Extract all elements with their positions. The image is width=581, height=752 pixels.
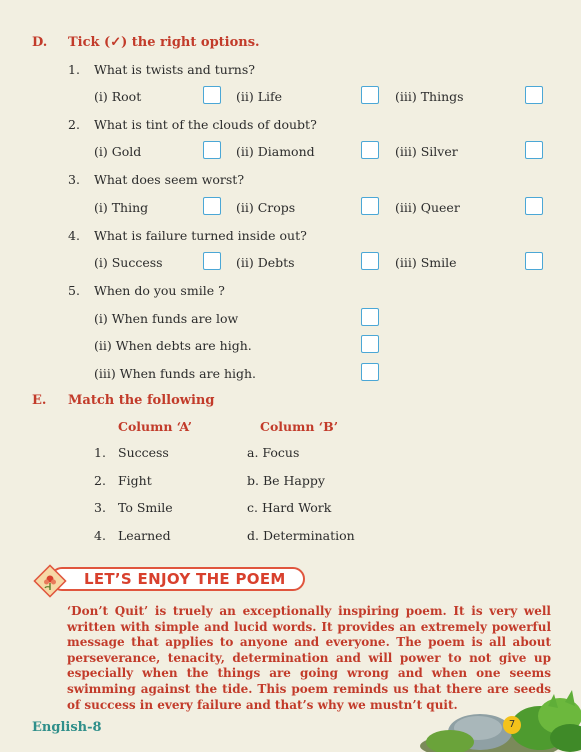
match-column-a: To Smile — [118, 500, 173, 515]
banner-title: LET’S ENJOY THE POEM — [84, 570, 286, 588]
match-column-b: c. Hard Work — [247, 500, 332, 515]
option-label: (ii) Debts — [236, 255, 295, 270]
match-column-b: d. Determination — [247, 528, 355, 543]
option-label: (ii) Diamond — [236, 144, 315, 159]
checkbox[interactable] — [361, 335, 379, 353]
match-number: 2. — [94, 473, 106, 488]
checkbox[interactable] — [525, 86, 543, 104]
checkbox[interactable] — [203, 197, 221, 215]
checkbox[interactable] — [525, 141, 543, 159]
match-number: 3. — [94, 500, 106, 515]
column-a-header: Column ‘A’ — [118, 419, 192, 434]
question-number: 2. — [68, 117, 80, 132]
option-label: (iii) Things — [395, 89, 464, 104]
option-label: (ii) When debts are high. — [94, 338, 252, 353]
checkbox[interactable] — [361, 86, 379, 104]
option-label: (i) Thing — [94, 200, 149, 215]
section-e-letter: E. — [32, 393, 47, 408]
checkbox[interactable] — [203, 86, 221, 104]
bush-decoration-icon — [420, 688, 581, 752]
checkbox[interactable] — [361, 197, 379, 215]
checkbox[interactable] — [361, 363, 379, 381]
checkbox[interactable] — [361, 141, 379, 159]
question-number: 1. — [68, 62, 80, 77]
question-number: 4. — [68, 228, 80, 243]
match-column-b: a. Focus — [247, 445, 300, 460]
question-text: When do you smile ? — [94, 283, 225, 298]
page-number: 7 — [503, 716, 521, 734]
checkbox[interactable] — [361, 308, 379, 326]
option-label: (iii) When funds are high. — [94, 366, 257, 381]
question-text: What is twists and turns? — [94, 62, 255, 77]
option-label: (i) Root — [94, 89, 142, 104]
checkbox[interactable] — [525, 197, 543, 215]
option-label: (ii) Life — [236, 89, 283, 104]
option-label: (iii) Queer — [395, 200, 460, 215]
question-text: What is failure turned inside out? — [94, 228, 307, 243]
match-column-a: Success — [118, 445, 169, 460]
checkbox[interactable] — [525, 252, 543, 270]
match-column-b: b. Be Happy — [247, 473, 325, 488]
section-d-title: Tick (✓) the right options. — [68, 35, 260, 50]
option-label: (i) Gold — [94, 144, 142, 159]
section-d-letter: D. — [32, 35, 48, 50]
option-label: (iii) Smile — [395, 255, 457, 270]
question-text: What does seem worst? — [94, 172, 245, 187]
option-label: (i) When funds are low — [94, 311, 239, 326]
match-number: 1. — [94, 445, 106, 460]
poem-banner — [32, 563, 307, 595]
match-column-a: Fight — [118, 473, 152, 488]
question-text: What is tint of the clouds of doubt? — [94, 117, 317, 132]
question-number: 3. — [68, 172, 80, 187]
question-number: 5. — [68, 283, 80, 298]
checkbox[interactable] — [361, 252, 379, 270]
checkbox[interactable] — [203, 141, 221, 159]
match-column-a: Learned — [118, 528, 171, 543]
column-b-header: Column ‘B’ — [260, 419, 339, 434]
flower-badge-icon — [32, 563, 68, 599]
match-number: 4. — [94, 528, 106, 543]
book-label: English-8 — [32, 720, 102, 735]
option-label: (i) Success — [94, 255, 163, 270]
checkbox[interactable] — [203, 252, 221, 270]
option-label: (iii) Silver — [395, 144, 458, 159]
option-label: (ii) Crops — [236, 200, 296, 215]
section-e-title: Match the following — [68, 393, 215, 408]
poem-summary: ‘Don’t Quit’ is truely an exceptionally inspiring poem. It is very well written with simple and lucid words. It provides an extremely powerful message that applies to anyone and everyone. The poem is all about perseverance, tenacity, determination and will power to not give up especially when the things are going wrong and when one seems swimming against the tide. This poem reminds us that there are seeds of success in every failure and that’s why we mustn’t quit. — [67, 604, 551, 712]
